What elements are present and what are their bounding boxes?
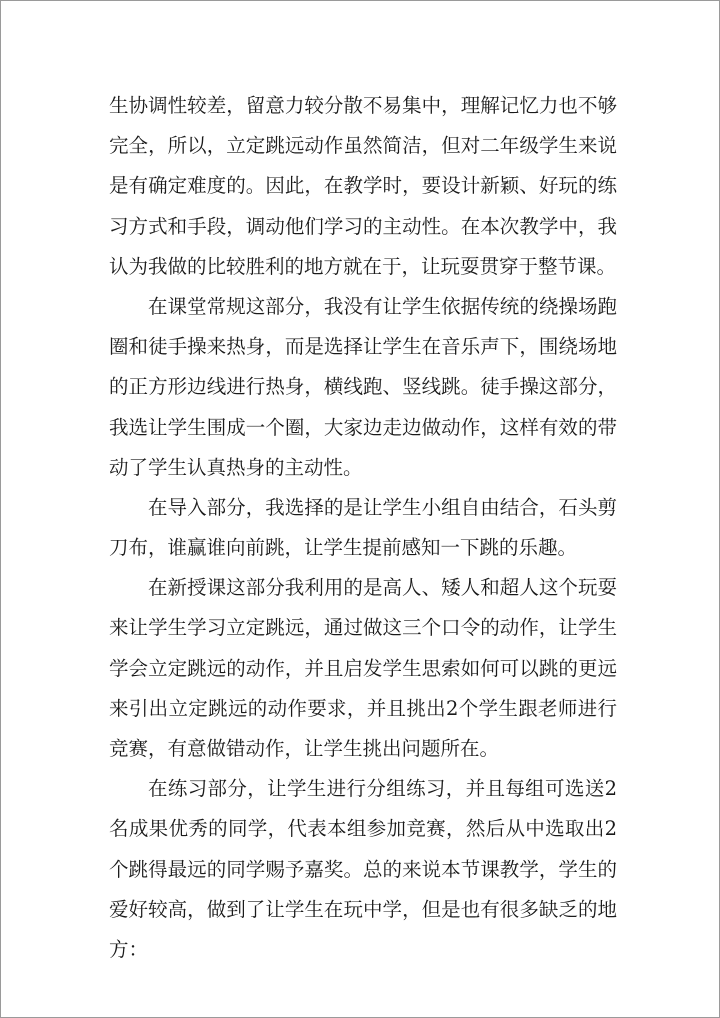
text-line: 方：: [109, 937, 149, 961]
text-line: 习方式和手段，调动他们学习的主动性。在本次教学中，我: [109, 214, 617, 238]
text-line: 圈和徒手操来热身，而是选择让学生在音乐声下，围绕场地: [109, 335, 617, 359]
text-line: 爱好较高，做到了让学生在玩中学，但是也有很多缺乏的地: [109, 897, 617, 921]
text-line: 名成果优秀的同学，代表本组参加竞赛，然后从中选取出2: [109, 817, 617, 841]
document-body: [109, 86, 617, 970]
paragraph-first-line: 在新授课这部分我利用的是高人、矮人和超人这个玩耍: [148, 576, 617, 600]
text-line: 认为我做的比较胜利的地方就在于，让玩耍贯穿于整节课。: [109, 254, 617, 278]
text-line: 完全，所以，立定跳远动作虽然简洁，但对二年级学生来说: [109, 134, 617, 158]
text-line: 动了学生认真热身的主动性。: [109, 455, 363, 479]
text-line: 学会立定跳远的动作，并且启发学生思索如何可以跳的更远: [109, 656, 617, 680]
paragraph-first-line: 在练习部分，让学生进行分组练习，并且每组可选送2: [148, 777, 617, 801]
text-line: 我选让学生围成一个圈，大家边走边做动作，这样有效的带: [109, 415, 617, 439]
text-line: 竞赛，有意做错动作，让学生挑出问题所在。: [109, 737, 500, 760]
text-line: 生协调性较差，留意力较分散不易集中，理解记忆力也不够: [109, 94, 617, 117]
text-line: 刀布，谁赢谁向前跳，让学生提前感知一下跳的乐趣。: [109, 536, 578, 560]
text-line: 是有确定难度的。因此，在教学时，要设计新颖、好玩的练: [109, 174, 617, 198]
text-line: 来引出立定跳远的动作要求，并且挑出2个学生跟老师进行: [109, 696, 617, 720]
text-line: 个跳得最远的同学赐予嘉奖。总的来说本节课教学，学生的: [109, 857, 617, 881]
paragraph-first-line: 在课堂常规这部分，我没有让学生依据传统的绕操场跑: [148, 294, 617, 318]
paragraph-first-line: 在导入部分，我选择的是让学生小组自由结合，石头剪: [148, 495, 617, 519]
text-line: 来让学生学习立定跳远，通过做这三个口令的动作，让学生: [109, 616, 617, 640]
text-line: 的正方形边线进行热身，横线跑、竖线跳。徒手操这部分，: [109, 375, 617, 399]
